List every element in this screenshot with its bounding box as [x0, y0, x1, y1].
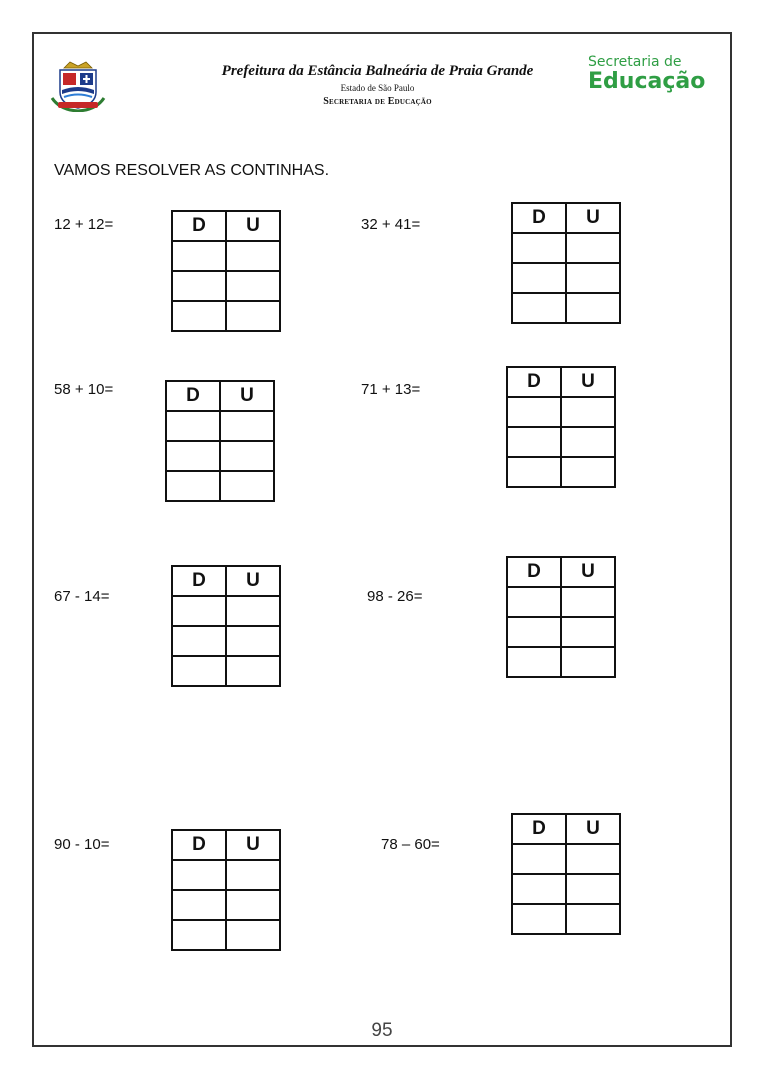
grid-cell[interactable]	[507, 427, 561, 457]
grid-cell[interactable]	[172, 271, 226, 301]
grid-cell[interactable]	[566, 233, 620, 263]
grid-cell[interactable]	[507, 397, 561, 427]
grid-cell[interactable]	[166, 471, 220, 501]
answer-grid	[171, 210, 281, 332]
grid-cell[interactable]	[566, 844, 620, 874]
problem-expression: 98 - 26=	[367, 588, 423, 605]
grid-cell[interactable]	[507, 647, 561, 677]
grid-header-units: U	[566, 203, 620, 233]
grid-cell[interactable]	[561, 647, 615, 677]
grid-cell[interactable]	[512, 263, 566, 293]
grid-header-tens: D	[172, 211, 226, 241]
answer-grid	[506, 556, 616, 678]
logo-line2: Educação	[588, 69, 706, 94]
problem-expression: 12 + 12=	[54, 216, 114, 233]
answer-grid	[165, 380, 275, 502]
page-frame	[32, 32, 732, 1047]
grid-cell[interactable]	[226, 920, 280, 950]
answer-grid	[171, 565, 281, 687]
grid-cell[interactable]	[561, 397, 615, 427]
grid-cell[interactable]	[226, 241, 280, 271]
grid-cell[interactable]	[172, 241, 226, 271]
problem-expression: 67 - 14=	[54, 588, 110, 605]
grid-cell[interactable]	[507, 617, 561, 647]
grid-cell[interactable]	[166, 411, 220, 441]
grid-cell[interactable]	[172, 920, 226, 950]
grid-cell[interactable]	[220, 471, 274, 501]
grid-header-units: U	[226, 566, 280, 596]
grid-cell[interactable]	[226, 596, 280, 626]
grid-header-units: U	[566, 814, 620, 844]
grid-cell[interactable]	[226, 656, 280, 686]
grid-cell[interactable]	[226, 301, 280, 331]
grid-cell[interactable]	[220, 411, 274, 441]
problem-expression: 78 – 60=	[381, 836, 440, 853]
grid-header-tens: D	[166, 381, 220, 411]
grid-cell[interactable]	[561, 587, 615, 617]
grid-cell[interactable]	[512, 844, 566, 874]
grid-cell[interactable]	[512, 874, 566, 904]
grid-header-tens: D	[507, 367, 561, 397]
header-title: Prefeitura da Estância Balneária de Praia Grande	[221, 63, 534, 79]
grid-cell[interactable]	[172, 860, 226, 890]
grid-header-tens: D	[507, 557, 561, 587]
answer-grid	[511, 813, 621, 935]
problem-expression: 58 + 10=	[54, 381, 114, 398]
grid-header-units: U	[561, 557, 615, 587]
grid-cell[interactable]	[566, 293, 620, 323]
grid-cell[interactable]	[172, 596, 226, 626]
answer-grid	[511, 202, 621, 324]
grid-header-tens: D	[512, 203, 566, 233]
grid-cell[interactable]	[507, 457, 561, 487]
grid-header-tens: D	[172, 566, 226, 596]
grid-cell[interactable]	[566, 874, 620, 904]
grid-cell[interactable]	[172, 626, 226, 656]
grid-cell[interactable]	[507, 587, 561, 617]
grid-cell[interactable]	[172, 656, 226, 686]
problem-expression: 71 + 13=	[361, 381, 421, 398]
grid-header-units: U	[220, 381, 274, 411]
grid-cell[interactable]	[166, 441, 220, 471]
page-number: 95	[371, 1020, 393, 1041]
answer-grid	[506, 366, 616, 488]
grid-cell[interactable]	[566, 263, 620, 293]
grid-cell[interactable]	[561, 457, 615, 487]
grid-cell[interactable]	[226, 890, 280, 920]
grid-cell[interactable]	[226, 271, 280, 301]
grid-cell[interactable]	[561, 617, 615, 647]
grid-cell[interactable]	[566, 904, 620, 934]
grid-header-tens: D	[172, 830, 226, 860]
problem-expression: 90 - 10=	[54, 836, 110, 853]
header-state: Estado de São Paulo	[340, 83, 415, 93]
grid-cell[interactable]	[561, 427, 615, 457]
instruction-text: VAMOS RESOLVER AS CONTINHAS.	[54, 162, 330, 179]
grid-header-units: U	[226, 211, 280, 241]
answer-grid	[171, 829, 281, 951]
header-department: Secretaria de Educação	[323, 96, 432, 107]
grid-header-units: U	[226, 830, 280, 860]
grid-cell[interactable]	[220, 441, 274, 471]
grid-cell[interactable]	[172, 890, 226, 920]
grid-cell[interactable]	[512, 293, 566, 323]
problem-expression: 32 + 41=	[361, 216, 421, 233]
grid-cell[interactable]	[172, 301, 226, 331]
education-logo	[588, 54, 705, 94]
grid-header-units: U	[561, 367, 615, 397]
grid-cell[interactable]	[226, 860, 280, 890]
logo-line1: Secretaria de	[588, 54, 682, 70]
grid-header-tens: D	[512, 814, 566, 844]
grid-cell[interactable]	[512, 233, 566, 263]
grid-cell[interactable]	[512, 904, 566, 934]
grid-cell[interactable]	[226, 626, 280, 656]
city-crest-icon	[50, 58, 106, 112]
